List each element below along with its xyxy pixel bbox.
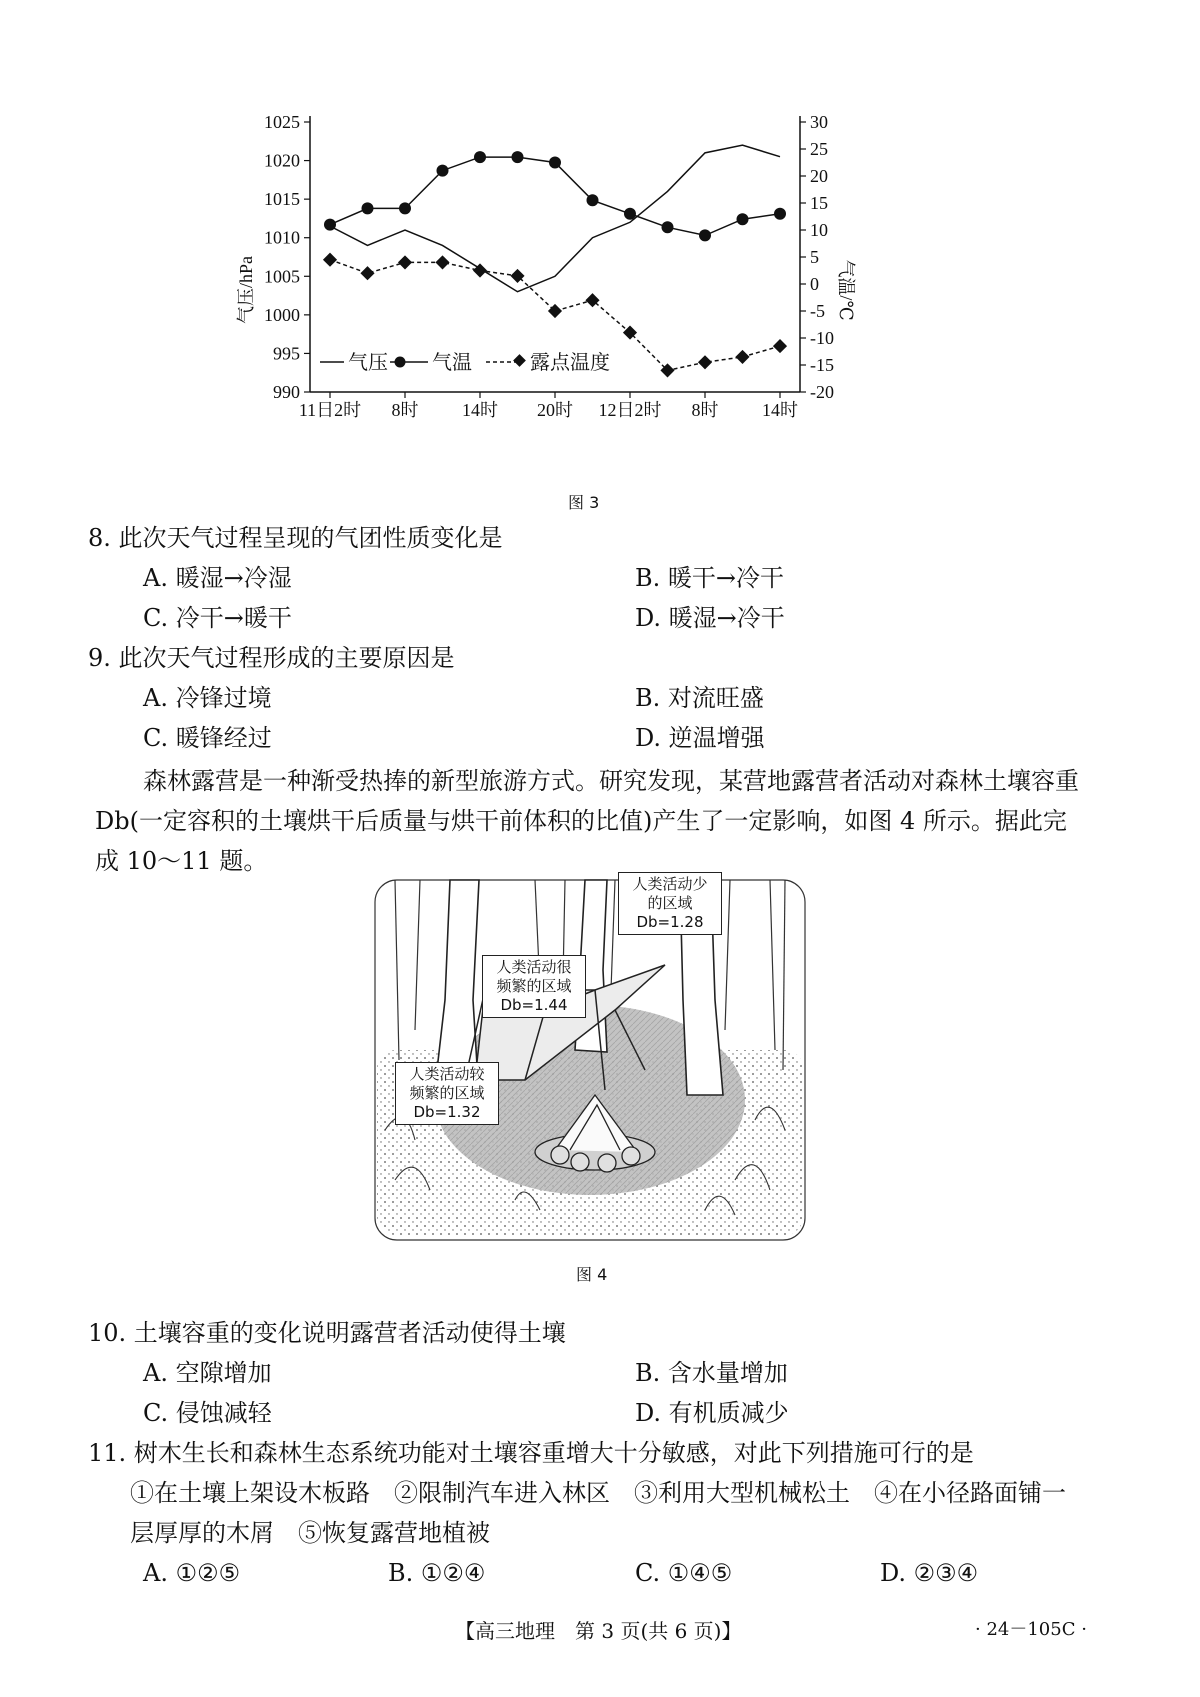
q8-option-a[interactable]: A. 暖湿→冷湿 [143,564,292,592]
exam-code: · 24－105C · [975,1619,1087,1640]
series-line-气温 [330,157,780,235]
q10-stem: 10. 土壤容重的变化说明露营者活动使得土壤 [88,1319,566,1347]
dewpoint-point [773,339,787,353]
temp-point [362,202,374,214]
q10-option-d[interactable]: D. 有机质减少 [635,1399,789,1427]
q9-option-c[interactable]: C. 暖锋经过 [143,724,272,752]
temp-point [624,208,636,220]
q10-option-a[interactable]: A. 空隙增加 [143,1359,272,1387]
y-left-tick-label: 990 [273,382,300,402]
label-low-db: Db=1.28 [636,913,704,931]
y-left-tick-label: 995 [273,343,300,364]
y-right-tick-label: -5 [810,301,825,321]
y-left-tick-label: 1025 [264,112,300,132]
temp-point [774,208,786,220]
y-left-tick-label: 1020 [264,150,300,171]
label-mid-line1: 人类活动较 [409,1065,485,1083]
chart-legend [320,351,610,374]
y-axis-right-label: 气温/℃ [836,259,856,321]
x-tick-label: 8时 [391,400,419,420]
temp-point [512,151,524,163]
temp-point [437,165,449,177]
q10-option-b[interactable]: B. 含水量增加 [635,1359,788,1387]
q8-option-b[interactable]: B. 暖干→冷干 [635,564,785,592]
q8-option-c[interactable]: C. 冷干→暖干 [143,604,292,632]
weather-chart [236,100,890,480]
y-axis-left-ticks [264,112,310,402]
y-right-tick-label: -10 [810,328,834,348]
q11-option-b[interactable]: B. ①②④ [388,1559,486,1587]
y-right-tick-label: 25 [810,139,828,159]
q9-option-d[interactable]: D. 逆温增强 [635,724,765,752]
figure3-caption: 图 3 [568,493,600,512]
chart-series [323,145,787,377]
x-tick-label: 14时 [462,400,498,420]
label-high-db: Db=1.44 [500,996,568,1014]
temp-point [587,194,599,206]
q11-items-line-2: 层厚厚的木屑 ⑤恢复露营地植被 [130,1519,490,1547]
y-right-tick-label: 15 [810,193,828,213]
x-tick-label: 8时 [691,400,719,420]
label-mid-activity [395,1062,499,1125]
label-low-line1: 人类活动少 [632,875,708,893]
q11-option-a[interactable]: A. ①②⑤ [143,1559,241,1587]
y-right-tick-label: 20 [810,166,828,186]
legend-pressure-label: 气压 [348,352,388,374]
y-left-tick-label: 1010 [264,227,300,248]
q11-stem: 11. 树木生长和森林生态系统功能对土壤容重增大十分敏感，对此下列措施可行的是 [88,1439,974,1467]
passage-line-1: 森林露营是一种渐受热捧的新型旅游方式。研究发现，某营地露营者活动对森林土壤容重 [143,767,1079,795]
legend-temp-marker [395,357,406,368]
y-axis-left-label: 气压/hPa [236,255,256,325]
temp-point [699,229,711,241]
label-low-activity [618,872,722,935]
q8-stem: 8. 此次天气过程呈现的气团性质变化是 [88,524,503,552]
temp-point [399,202,411,214]
dewpoint-point [698,355,712,369]
q9-stem: 9. 此次天气过程形成的主要原因是 [88,644,455,672]
dewpoint-point [323,253,337,267]
q10-option-c[interactable]: C. 侵蚀减轻 [143,1399,272,1427]
q9-option-b[interactable]: B. 对流旺盛 [635,684,764,712]
y-right-tick-label: 5 [810,247,819,267]
y-right-tick-label: -20 [810,382,834,402]
x-tick-label: 20时 [537,400,573,420]
x-tick-label: 14时 [762,400,798,420]
temp-point [324,219,336,231]
label-low-line2: 的区域 [647,894,693,912]
dewpoint-point [435,255,449,269]
camping-illustration [375,875,805,1240]
y-right-tick-label: 0 [810,274,819,294]
page-footer: 【高三地理 第 3 页(共 6 页)】 [455,1619,742,1643]
q11-option-c[interactable]: C. ①④⑤ [635,1559,733,1587]
passage-line-2: Db(一定容积的土壤烘干后质量与烘干前体积的比值)产生了一定影响，如图 4 所示。据此完 [95,807,1067,835]
temp-point [662,221,674,233]
q9-option-a[interactable]: A. 冷锋过境 [143,684,272,712]
figure4-caption: 图 4 [576,1265,608,1284]
legend-dew-label: 露点温度 [530,352,610,374]
temp-point [474,151,486,163]
dewpoint-point [360,266,374,280]
label-mid-db: Db=1.32 [413,1103,481,1121]
legend-dew-marker [513,354,526,367]
passage-line-3: 成 10～11 题。 [95,847,268,875]
temp-point [549,157,561,169]
q11-option-d[interactable]: D. ②③④ [880,1559,979,1587]
y-left-tick-label: 1000 [264,304,300,325]
y-right-tick-label: 10 [810,220,828,240]
y-left-tick-label: 1005 [264,266,300,287]
temp-point [737,213,749,225]
label-high-line1: 人类活动很 [496,958,572,976]
label-mid-line2: 频繁的区域 [409,1084,485,1102]
x-tick-label: 11日2时 [298,400,362,420]
y-right-tick-label: 30 [810,112,828,132]
dewpoint-point [398,255,412,269]
y-axis-right-ticks [800,112,834,402]
dewpoint-point [548,304,562,318]
x-tick-label: 12日2时 [598,400,662,420]
forest-scene [375,880,805,1240]
q8-option-d[interactable]: D. 暖湿→冷干 [635,604,785,632]
y-right-tick-label: -15 [810,355,834,375]
y-left-tick-label: 1015 [264,189,300,210]
legend-temp-label: 气温 [432,352,472,374]
label-high-line2: 频繁的区域 [496,977,572,995]
q11-items-line-1: ①在土壤上架设木板路 ②限制汽车进入林区 ③利用大型机械松土 ④在小径路面铺一 [130,1479,1066,1507]
dewpoint-point [735,350,749,364]
x-axis-ticks [299,392,798,420]
label-high-activity [482,955,586,1018]
